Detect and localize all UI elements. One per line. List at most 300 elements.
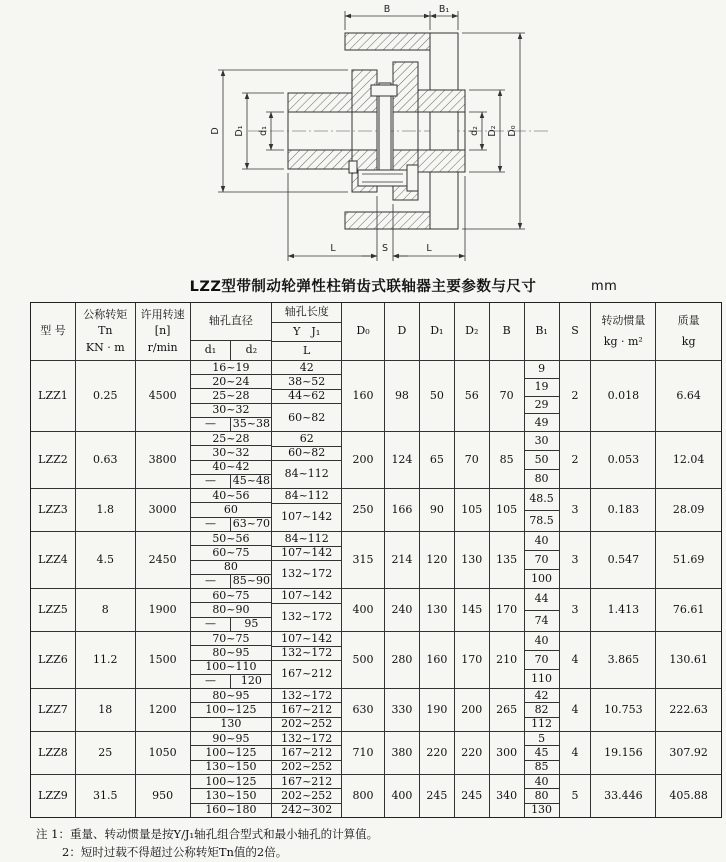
bore-diameter-row — [191, 703, 272, 717]
cell-B: 340 — [490, 775, 525, 817]
technical-drawing — [0, 0, 726, 272]
b1-value: 50 — [525, 451, 559, 470]
bore-diameter-row — [191, 632, 272, 646]
b1-value: 45 — [525, 746, 559, 760]
bore-diameter-row — [191, 646, 272, 660]
dim-label-D1: D₁ — [234, 125, 245, 137]
b1-group — [525, 489, 560, 531]
spec-table — [30, 302, 722, 818]
dim-label-D: D — [210, 127, 221, 135]
bore-d2-value: 63~70 — [232, 517, 270, 531]
header-speed — [136, 303, 191, 360]
header-yj1: Y J₁ — [272, 323, 341, 343]
coupling-section-drawing — [0, 0, 726, 272]
bore-diameter-group — [191, 432, 273, 488]
b1-value: 82 — [525, 703, 559, 717]
bore-diameter-value: 70~75 — [212, 631, 250, 645]
bore-length-value: 84~112 — [272, 489, 341, 504]
bore-length-value: 202~252 — [281, 760, 333, 774]
b1-value: 85 — [534, 760, 549, 774]
bore-length-value: 60~82 — [272, 447, 341, 462]
left-hub-upper — [288, 93, 352, 112]
b1-value: 80 — [534, 471, 549, 485]
bore-diameter-value: 30~32 — [212, 445, 250, 459]
cell-D1: 50 — [420, 361, 455, 431]
cell-torque: 25 — [76, 732, 136, 774]
brake-drum-top-rim — [345, 33, 430, 50]
bore-length-value: 107~142 — [272, 547, 341, 562]
bore-diameter-row — [191, 561, 272, 575]
top-bolt — [371, 85, 397, 96]
cell-model: LZZ8 — [31, 732, 76, 774]
table-row — [31, 489, 721, 532]
cell-speed: 2450 — [136, 532, 191, 588]
cell-B: 70 — [490, 361, 525, 431]
cell-mass: 130.61 — [669, 652, 708, 666]
bore-diameter-row — [191, 503, 272, 517]
b1-value: 29 — [525, 397, 559, 415]
header-D0: D₀ — [342, 303, 385, 360]
header-inertia-unit: kg · m² — [603, 334, 643, 348]
header-inertia — [591, 303, 656, 360]
cell-mass: 222.63 — [669, 702, 708, 716]
table-header — [31, 303, 721, 361]
bore-diameter-row — [191, 718, 272, 731]
bore-length-group — [272, 532, 342, 588]
b1-value: 40 — [525, 532, 559, 551]
header-torque-unit: KN · m — [85, 340, 125, 354]
header-S: S — [560, 303, 592, 360]
cell-D0: 250 — [342, 489, 385, 531]
cell-D1: 90 — [420, 489, 455, 531]
cell-inertia: 1.413 — [591, 589, 656, 631]
cell-S: 3 — [560, 532, 592, 588]
b1-value: 30 — [525, 432, 559, 451]
header-mass-unit: kg — [681, 334, 696, 348]
title-row — [0, 272, 726, 302]
cell-S: 4 — [560, 689, 592, 731]
bore-diameter-value: 50~56 — [212, 531, 250, 545]
bore-diameter-value: 100~125 — [205, 745, 257, 759]
bore-diameter-group — [191, 632, 273, 688]
cell-D: 214 — [385, 532, 420, 588]
spacer-plate — [379, 83, 391, 179]
cell-mass: 76.61 — [672, 602, 705, 616]
bore-length-value: 132~172 — [281, 567, 333, 581]
b1-value: 70 — [525, 551, 559, 570]
bore-diameter-group — [191, 361, 273, 431]
bore-diameter-row — [191, 732, 272, 746]
bore-length-value: 38~52 — [272, 375, 341, 389]
bore-diameter-row — [191, 532, 272, 546]
cell-D: 240 — [385, 589, 420, 631]
cell-model: LZZ9 — [31, 775, 76, 817]
note-2: 2：短时过载不得超过公称转矩Tn值的2倍。 — [62, 845, 288, 860]
cell-S: 4 — [560, 632, 592, 688]
header-d2: d₂ — [245, 343, 258, 357]
bore-diameter-row — [191, 461, 272, 475]
cell-S: 3 — [560, 489, 592, 531]
cell-B: 85 — [490, 432, 525, 488]
cell-D2: 200 — [455, 689, 490, 731]
bore-diameter-row — [191, 689, 272, 703]
bore-diameter-row — [191, 375, 272, 389]
cell-speed: 950 — [136, 775, 191, 817]
cell-D0: 200 — [342, 432, 385, 488]
cell-D0: 630 — [342, 689, 385, 731]
header-torque-symbol: Tn — [98, 324, 113, 338]
bore-diameter-value: 60 — [223, 502, 238, 516]
cell-inertia: 10.753 — [591, 689, 656, 731]
bore-length-value: 167~212 — [281, 667, 333, 681]
b1-value: 110 — [531, 671, 553, 685]
cell-D2: 170 — [455, 632, 490, 688]
cell-inertia: 3.865 — [591, 632, 656, 688]
bore-diameter-row — [191, 603, 272, 617]
b1-value: 80 — [525, 789, 559, 803]
dim-label-B1: B₁ — [438, 4, 450, 15]
b1-value: 5 — [525, 732, 559, 746]
cell-speed: 4500 — [136, 361, 191, 431]
dim-label-B: B — [383, 4, 391, 15]
cell-D0: 500 — [342, 632, 385, 688]
cell-mass: 12.04 — [672, 452, 705, 466]
bore-d2-value: 120 — [240, 674, 262, 688]
bore-length-value: 84~112 — [272, 532, 341, 547]
b1-value: 48.5 — [525, 489, 559, 511]
b1-group — [525, 732, 560, 774]
cell-B: 210 — [490, 632, 525, 688]
bore-diameter-group — [191, 532, 273, 588]
table-body — [31, 361, 721, 817]
table-row — [31, 632, 721, 689]
header-model: 型 号 — [31, 303, 76, 360]
bore-d1-value: — — [191, 575, 232, 588]
bore-diameter-value: 100~125 — [205, 774, 257, 788]
bore-length-group — [272, 432, 342, 488]
b1-group — [525, 589, 560, 631]
header-bore-length-title: 轴孔长度 — [272, 303, 341, 323]
header-d1: d₁ — [191, 341, 232, 360]
bore-diameter-group — [191, 589, 273, 631]
bore-diameter-row — [191, 661, 272, 675]
note-1: 注 1：重量、转动惯量是按Y/J₁轴孔组合型式和最小轴孔的计算值。 — [36, 827, 379, 841]
bore-length-group — [272, 775, 342, 817]
bore-diameter-value: 60~75 — [212, 588, 250, 602]
b1-group — [525, 532, 560, 588]
cell-mass: 405.88 — [669, 788, 708, 802]
cell-D2: 145 — [455, 589, 490, 631]
bore-diameter-value: 25~28 — [212, 431, 250, 445]
bore-diameter-value: 40~56 — [212, 488, 250, 502]
bore-diameter-row — [191, 418, 272, 431]
bore-diameter-value: 130~150 — [205, 788, 257, 802]
cell-mass: 6.64 — [676, 388, 701, 402]
cell-D1: 160 — [420, 632, 455, 688]
cell-torque: 31.5 — [76, 775, 136, 817]
bore-length-value: 202~252 — [272, 789, 341, 803]
bore-diameter-value: 80 — [223, 560, 238, 574]
bore-diameter-row — [191, 575, 272, 588]
cell-D1: 220 — [420, 732, 455, 774]
cell-torque: 0.25 — [76, 361, 136, 431]
cell-mass: 28.09 — [672, 502, 705, 516]
cell-D0: 400 — [342, 589, 385, 631]
dim-label-D2: D₂ — [487, 125, 498, 137]
right-hub-upper — [418, 90, 465, 112]
bore-diameter-group — [191, 689, 273, 731]
bore-diameter-value: 130 — [220, 717, 242, 731]
notes — [36, 825, 726, 862]
bore-diameter-row — [191, 518, 272, 531]
bore-length-value: 60~82 — [288, 410, 326, 424]
cell-D: 380 — [385, 732, 420, 774]
cell-S: 3 — [560, 589, 592, 631]
header-B1: B₁ — [525, 303, 560, 360]
dim-label-L-right: L — [426, 243, 432, 254]
bore-length-group — [272, 689, 342, 731]
b1-value: 40 — [525, 775, 559, 789]
b1-group — [525, 432, 560, 488]
cell-D2: 56 — [455, 361, 490, 431]
cell-D1: 245 — [420, 775, 455, 817]
header-D1: D₁ — [420, 303, 455, 360]
cell-D: 280 — [385, 632, 420, 688]
bore-diameter-row — [191, 789, 272, 803]
cell-inertia: 19.156 — [591, 732, 656, 774]
cell-S: 2 — [560, 361, 592, 431]
bore-diameter-value: 60~75 — [212, 545, 250, 559]
cell-D2: 245 — [455, 775, 490, 817]
bore-diameter-row — [191, 489, 272, 503]
cell-D1: 190 — [420, 689, 455, 731]
cell-B: 105 — [490, 489, 525, 531]
cell-inertia: 0.053 — [591, 432, 656, 488]
bore-length-value: 167~212 — [272, 746, 341, 760]
b1-value: 74 — [534, 613, 549, 627]
bore-diameter-row — [191, 404, 272, 418]
dim-label-S: S — [381, 243, 389, 254]
cell-D2: 220 — [455, 732, 490, 774]
bore-length-value: 167~212 — [272, 703, 341, 717]
bore-diameter-row — [191, 746, 272, 760]
dim-label-d1: d₁ — [258, 126, 269, 136]
cell-model: LZZ1 — [31, 361, 76, 431]
cell-D0: 710 — [342, 732, 385, 774]
b1-group — [525, 689, 560, 731]
b1-group — [525, 361, 560, 431]
bore-d1-value: — — [191, 675, 232, 688]
cell-D1: 130 — [420, 589, 455, 631]
bore-length-value: 132~172 — [272, 732, 341, 746]
cell-model: LZZ2 — [31, 432, 76, 488]
b1-value: 44 — [525, 589, 559, 611]
cell-model: LZZ5 — [31, 589, 76, 631]
bore-diameter-row — [191, 446, 272, 460]
cell-torque: 4.5 — [76, 532, 136, 588]
bore-diameter-group — [191, 775, 273, 817]
cell-mass: 307.92 — [669, 745, 708, 759]
header-bore-length — [272, 303, 342, 360]
bore-length-value: 107~142 — [272, 589, 341, 604]
cell-D: 330 — [385, 689, 420, 731]
header-bore-diameter-title: 轴孔直径 — [191, 303, 272, 341]
header-L: L — [303, 344, 311, 358]
cell-inertia: 0.547 — [591, 532, 656, 588]
cell-D0: 315 — [342, 532, 385, 588]
bore-d2-value: 35~38 — [232, 417, 270, 431]
table-row — [31, 732, 721, 775]
cell-D0: 800 — [342, 775, 385, 817]
bore-diameter-row — [191, 589, 272, 603]
cell-inertia: 33.446 — [591, 775, 656, 817]
pin-nut — [407, 165, 418, 191]
bore-length-value: 84~112 — [284, 467, 329, 481]
cell-B: 300 — [490, 732, 525, 774]
bore-diameter-row — [191, 675, 272, 688]
bore-diameter-value: 25~28 — [212, 388, 250, 402]
header-mass-name: 质量 — [677, 314, 700, 328]
table-row — [31, 689, 721, 732]
bore-diameter-value: 80~90 — [212, 602, 250, 616]
pin-collar — [349, 161, 357, 173]
cell-D1: 120 — [420, 532, 455, 588]
cell-speed: 1050 — [136, 732, 191, 774]
header-bore-diameter — [191, 303, 273, 360]
b1-group — [525, 632, 560, 688]
bore-diameter-row — [191, 775, 272, 789]
bore-d1-value: — — [191, 418, 232, 431]
table-row — [31, 775, 721, 817]
b1-value: 78.5 — [529, 513, 554, 527]
table-row — [31, 361, 721, 432]
header-speed-unit: r/min — [147, 340, 178, 354]
header-D: D — [385, 303, 420, 360]
table-row — [31, 432, 721, 489]
cell-model: LZZ4 — [31, 532, 76, 588]
bore-diameter-row — [191, 761, 272, 774]
bore-diameter-value: 30~32 — [212, 403, 250, 417]
b1-group — [525, 775, 560, 817]
cell-model: LZZ6 — [31, 632, 76, 688]
cell-D: 166 — [385, 489, 420, 531]
cell-B: 265 — [490, 689, 525, 731]
header-mass — [656, 303, 721, 360]
cell-model: LZZ7 — [31, 689, 76, 731]
cell-S: 4 — [560, 732, 592, 774]
bore-length-value: 132~172 — [281, 610, 333, 624]
cell-D: 98 — [385, 361, 420, 431]
cell-D: 124 — [385, 432, 420, 488]
header-inertia-name: 转动惯量 — [601, 314, 646, 328]
bore-diameter-value: 90~95 — [212, 731, 250, 745]
cell-torque: 0.63 — [76, 432, 136, 488]
cell-torque: 18 — [76, 689, 136, 731]
b1-value: 70 — [525, 651, 559, 670]
bore-length-value: 107~142 — [281, 510, 333, 524]
b1-value: 100 — [531, 571, 553, 585]
cell-torque: 11.2 — [76, 632, 136, 688]
bore-diameter-value: 20~24 — [212, 374, 250, 388]
cell-D0: 160 — [342, 361, 385, 431]
cell-speed: 1500 — [136, 632, 191, 688]
bore-length-group — [272, 632, 342, 688]
elastic-pin — [358, 170, 407, 186]
brake-wheel-plate — [430, 33, 458, 229]
bore-diameter-row — [191, 389, 272, 403]
bore-length-value: 42 — [272, 361, 341, 375]
b1-value: 19 — [525, 379, 559, 397]
b1-value: 42 — [525, 689, 559, 703]
header-D2: D₂ — [455, 303, 490, 360]
bore-length-value: 202~252 — [281, 717, 333, 731]
bore-length-group — [272, 361, 342, 431]
cell-D2: 70 — [455, 432, 490, 488]
bore-diameter-row — [191, 546, 272, 560]
dim-label-d2: d₂ — [469, 126, 480, 136]
cell-inertia: 0.018 — [591, 361, 656, 431]
header-speed-symbol: [n] — [154, 324, 171, 338]
header-bore-diameter-subrow — [191, 341, 272, 360]
bore-diameter-row — [191, 475, 272, 488]
cell-D: 400 — [385, 775, 420, 817]
cell-D2: 105 — [455, 489, 490, 531]
header-torque-name: 公称转矩 — [83, 308, 128, 322]
cell-B: 135 — [490, 532, 525, 588]
bore-diameter-group — [191, 732, 273, 774]
bore-diameter-row — [191, 804, 272, 817]
brake-drum-bottom-rim — [345, 212, 430, 229]
bore-d2-value: 95 — [244, 617, 259, 631]
table-row — [31, 589, 721, 632]
bore-diameter-row — [191, 618, 272, 631]
header-torque — [76, 303, 136, 360]
bore-length-value: 44~62 — [272, 390, 341, 404]
bore-diameter-value: 100~125 — [205, 702, 257, 716]
bore-diameter-value: 160~180 — [205, 803, 257, 817]
dim-label-L-left: L — [330, 243, 336, 254]
bore-d2-value: 45~48 — [232, 474, 270, 488]
cell-B: 170 — [490, 589, 525, 631]
bore-length-value: 132~172 — [272, 689, 341, 703]
bore-length-value: 62 — [272, 432, 341, 447]
b1-value: 49 — [534, 415, 549, 429]
cell-torque: 1.8 — [76, 489, 136, 531]
bore-length-group — [272, 732, 342, 774]
unit-label: mm — [591, 279, 618, 294]
b1-value: 9 — [525, 361, 559, 379]
cell-D1: 65 — [420, 432, 455, 488]
bore-diameter-row — [191, 361, 272, 375]
cell-S: 5 — [560, 775, 592, 817]
bore-diameter-group — [191, 489, 273, 531]
bore-diameter-value: 130~150 — [205, 760, 257, 774]
right-hub-lower — [418, 150, 465, 172]
bore-length-value: 132~172 — [272, 647, 341, 662]
cell-inertia: 0.183 — [591, 489, 656, 531]
b1-value: 40 — [525, 632, 559, 651]
bore-d1-value: — — [191, 618, 232, 631]
bore-diameter-value: 40~42 — [212, 460, 250, 474]
bore-d1-value: — — [191, 518, 232, 531]
dim-label-D0: D₀ — [507, 125, 518, 137]
cell-speed: 1900 — [136, 589, 191, 631]
bore-diameter-value: 100~110 — [205, 660, 257, 674]
bore-length-value: 242~302 — [281, 803, 333, 817]
bore-length-group — [272, 489, 342, 531]
bore-length-value: 167~212 — [272, 775, 341, 789]
bore-diameter-value: 80~95 — [212, 645, 250, 659]
